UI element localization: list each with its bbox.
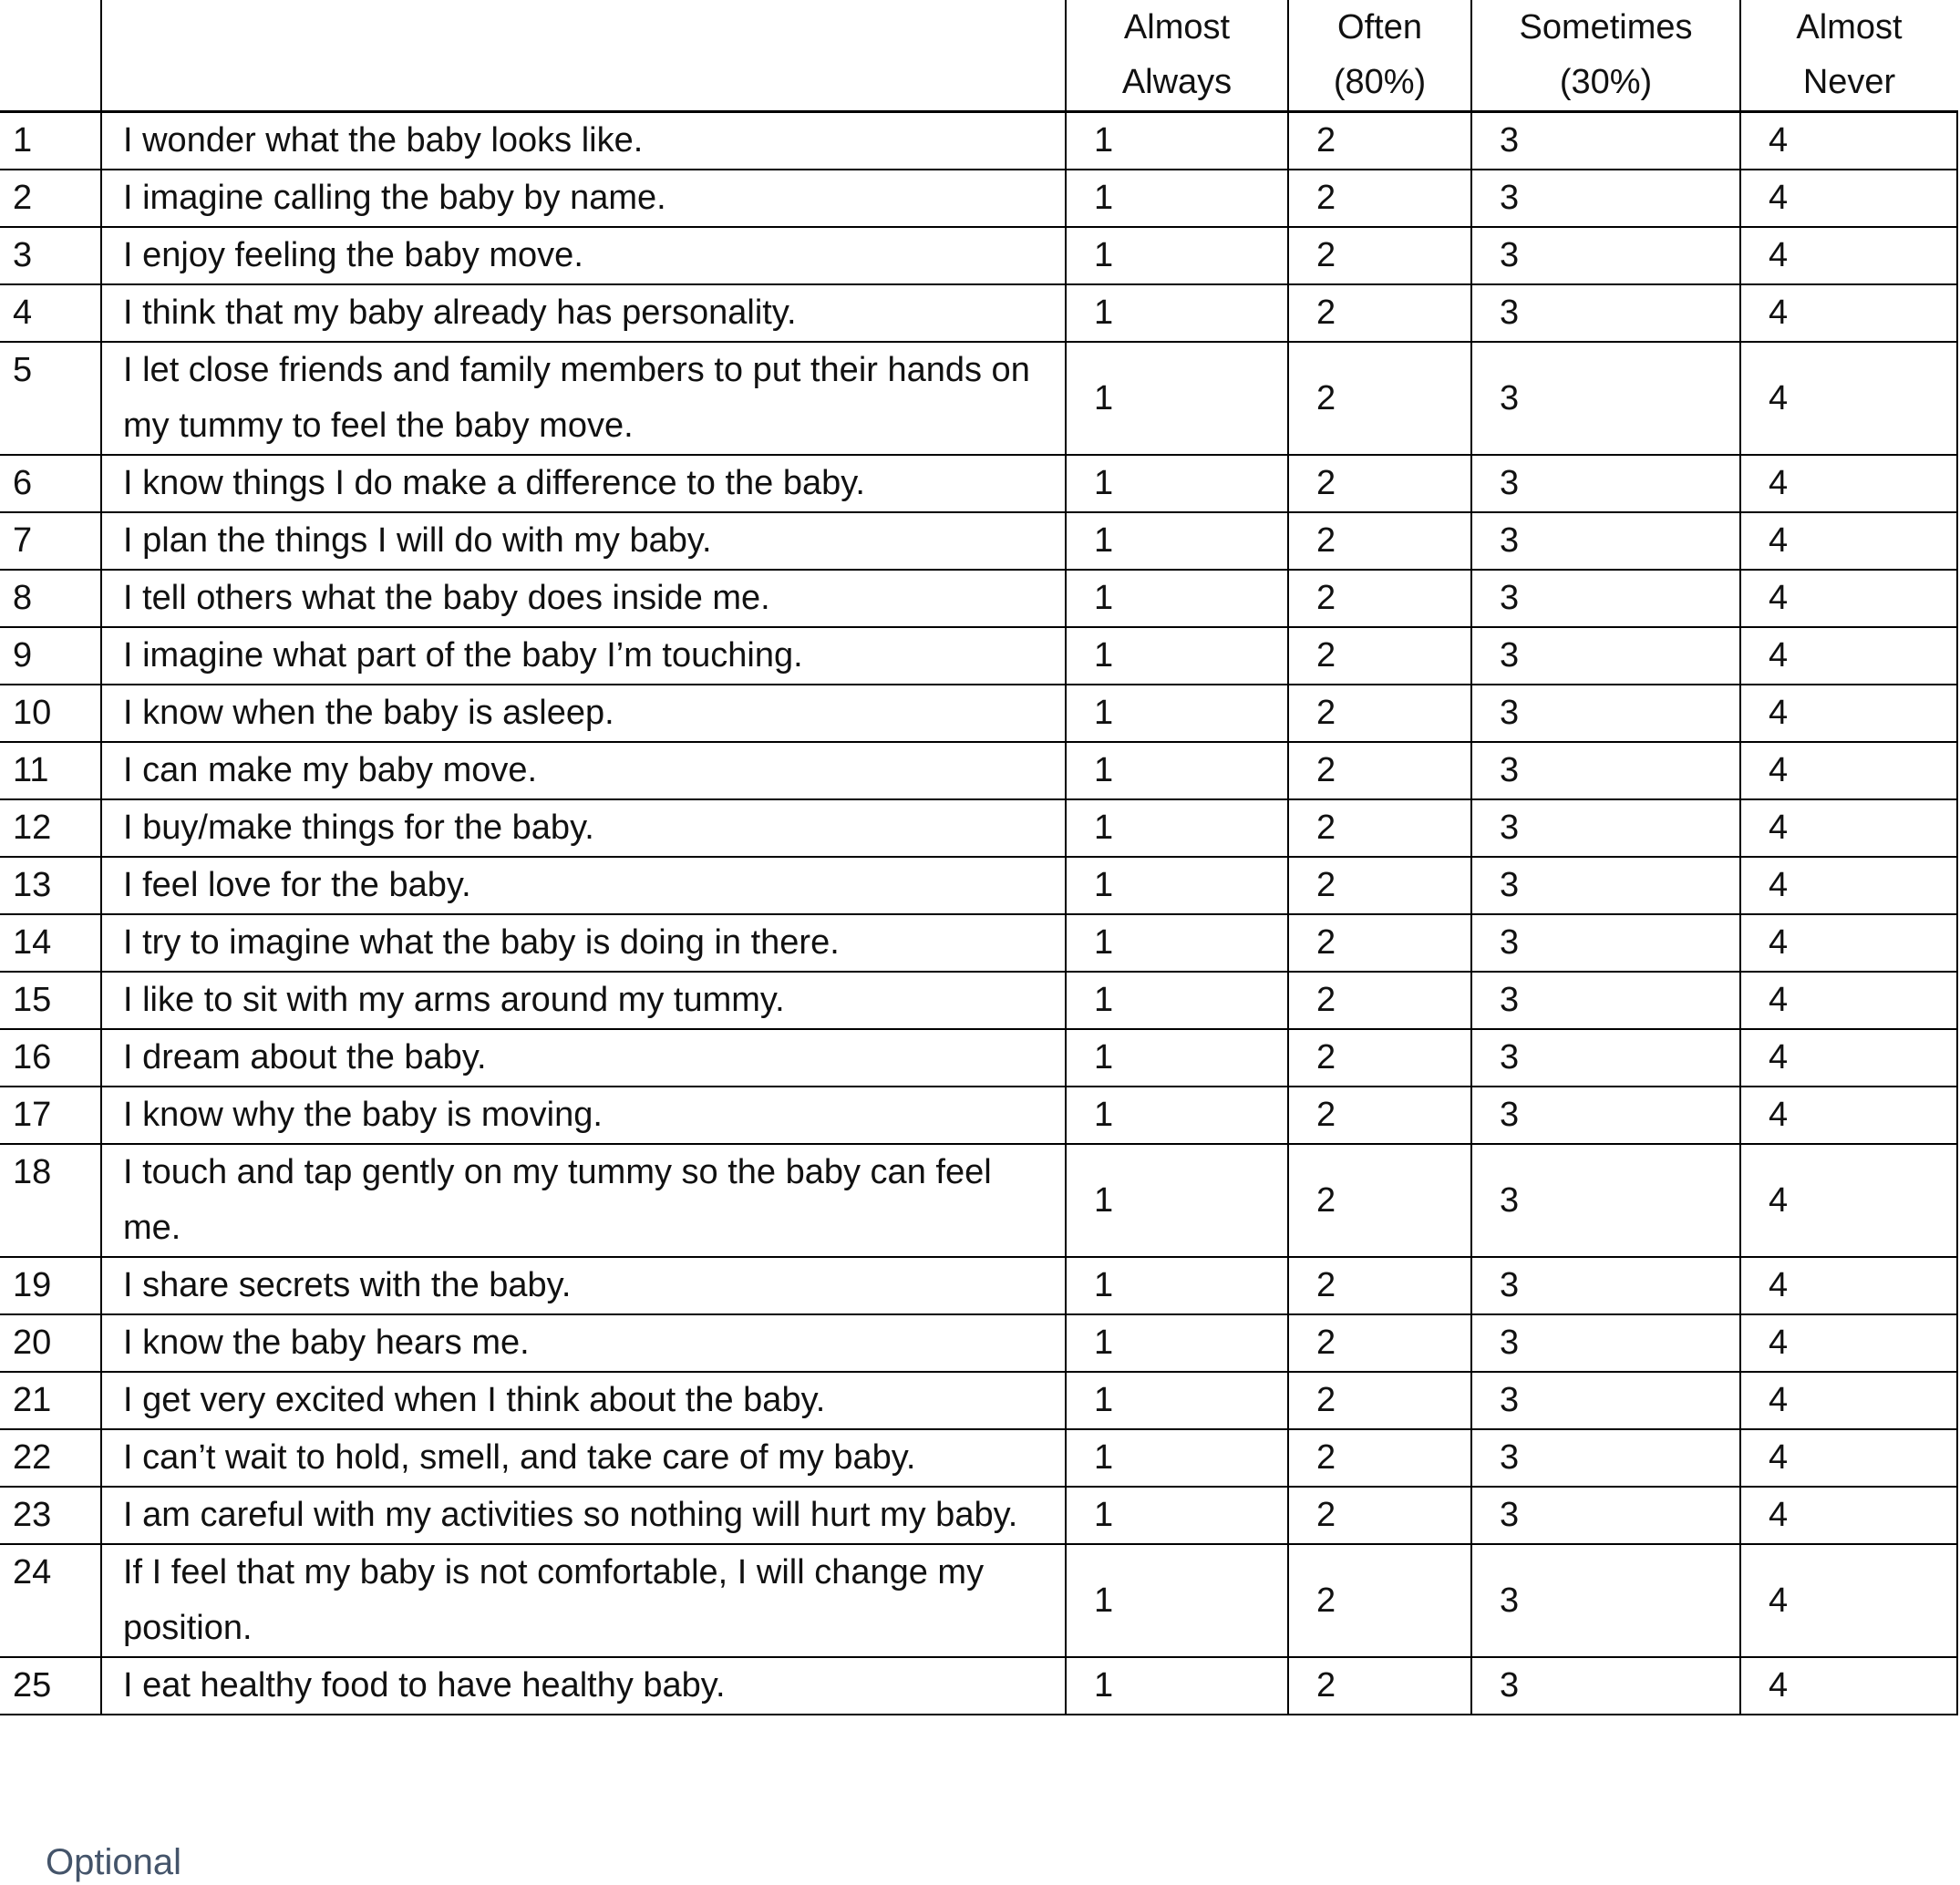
rating-often[interactable]: 2 (1288, 1144, 1471, 1257)
item-statement: I buy/make things for the baby. (101, 799, 1066, 857)
rating-sometimes[interactable]: 3 (1471, 284, 1740, 342)
rating-often[interactable]: 2 (1288, 1314, 1471, 1372)
rating-almost-always[interactable]: 1 (1066, 1372, 1288, 1429)
item-number: 22 (0, 1429, 101, 1487)
item-number: 2 (0, 170, 101, 227)
item-number: 16 (0, 1029, 101, 1087)
item-number: 3 (0, 227, 101, 284)
rating-almost-never[interactable]: 4 (1740, 227, 1957, 284)
table-row (0, 512, 1957, 570)
table-row (0, 1657, 1957, 1715)
rating-sometimes[interactable]: 3 (1471, 1144, 1740, 1257)
rating-almost-always[interactable]: 1 (1066, 685, 1288, 742)
rating-sometimes[interactable]: 3 (1471, 685, 1740, 742)
rating-often[interactable]: 2 (1288, 742, 1471, 799)
rating-almost-never[interactable]: 4 (1740, 627, 1957, 685)
item-number: 15 (0, 972, 101, 1029)
rating-almost-always[interactable]: 1 (1066, 972, 1288, 1029)
table-row (0, 914, 1957, 972)
rating-sometimes[interactable]: 3 (1471, 1029, 1740, 1087)
rating-almost-always[interactable]: 1 (1066, 570, 1288, 627)
rating-sometimes[interactable]: 3 (1471, 857, 1740, 914)
item-statement: I tell others what the baby does inside me. (101, 570, 1066, 627)
rating-often[interactable]: 2 (1288, 972, 1471, 1029)
table-row (0, 1029, 1957, 1087)
item-statement: If I feel that my baby is not comfortable, I will change my position. (101, 1544, 1066, 1657)
table-row (0, 857, 1957, 914)
table-row (0, 112, 1957, 170)
optional-label: Optional (46, 1842, 181, 1882)
header-often (1288, 0, 1471, 112)
rating-almost-never[interactable]: 4 (1740, 1087, 1957, 1144)
rating-often[interactable]: 2 (1288, 512, 1471, 570)
rating-sometimes[interactable]: 3 (1471, 112, 1740, 170)
rating-almost-never[interactable]: 4 (1740, 972, 1957, 1029)
rating-almost-never[interactable]: 4 (1740, 112, 1957, 170)
rating-often[interactable]: 2 (1288, 1429, 1471, 1487)
item-statement: I know things I do make a difference to the baby. (101, 455, 1066, 512)
rating-often[interactable]: 2 (1288, 284, 1471, 342)
rating-almost-never[interactable]: 4 (1740, 914, 1957, 972)
rating-almost-always[interactable]: 1 (1066, 1544, 1288, 1657)
item-number: 25 (0, 1657, 101, 1715)
rating-sometimes[interactable]: 3 (1471, 1657, 1740, 1715)
rating-almost-always[interactable]: 1 (1066, 799, 1288, 857)
header-label-line: Often (1337, 8, 1422, 46)
rating-often[interactable]: 2 (1288, 227, 1471, 284)
rating-almost-always[interactable]: 1 (1066, 1487, 1288, 1544)
rating-almost-never[interactable]: 4 (1740, 1372, 1957, 1429)
header-row (0, 0, 1957, 112)
header-number (0, 0, 101, 112)
rating-often[interactable]: 2 (1288, 112, 1471, 170)
table-row (0, 284, 1957, 342)
item-statement: I imagine calling the baby by name. (101, 170, 1066, 227)
item-number: 5 (0, 342, 101, 455)
item-statement: I touch and tap gently on my tummy so the baby can feel me. (101, 1144, 1066, 1257)
rating-sometimes[interactable]: 3 (1471, 1257, 1740, 1314)
rating-sometimes[interactable]: 3 (1471, 1087, 1740, 1144)
item-number: 10 (0, 685, 101, 742)
item-number: 11 (0, 742, 101, 799)
rating-often[interactable]: 2 (1288, 857, 1471, 914)
rating-almost-never[interactable]: 4 (1740, 742, 1957, 799)
item-number: 18 (0, 1144, 101, 1257)
item-statement: I share secrets with the baby. (101, 1257, 1066, 1314)
table-row (0, 570, 1957, 627)
table-row (0, 799, 1957, 857)
header-label-line: Almost (1123, 8, 1231, 46)
table-row (0, 1144, 1957, 1257)
item-statement: I plan the things I will do with my baby. (101, 512, 1066, 570)
header-label-line: Almost (1796, 8, 1903, 46)
header-almost-never (1740, 0, 1957, 112)
rating-almost-always[interactable]: 1 (1066, 857, 1288, 914)
item-number: 14 (0, 914, 101, 972)
item-statement: I know why the baby is moving. (101, 1087, 1066, 1144)
rating-almost-always[interactable]: 1 (1066, 742, 1288, 799)
rating-almost-always[interactable]: 1 (1066, 342, 1288, 455)
rating-often[interactable]: 2 (1288, 799, 1471, 857)
table-row (0, 1372, 1957, 1429)
rating-almost-never[interactable]: 4 (1740, 1257, 1957, 1314)
item-statement: I wonder what the baby looks like. (101, 112, 1066, 170)
header-label-line: Always (1121, 63, 1233, 101)
rating-almost-never[interactable]: 4 (1740, 685, 1957, 742)
header-label-line: Never (1802, 63, 1896, 101)
rating-often[interactable]: 2 (1288, 1544, 1471, 1657)
rating-often[interactable]: 2 (1288, 342, 1471, 455)
rating-sometimes[interactable]: 3 (1471, 1487, 1740, 1544)
rating-often[interactable]: 2 (1288, 914, 1471, 972)
item-statement: I feel love for the baby. (101, 857, 1066, 914)
table-row (0, 1257, 1957, 1314)
rating-almost-always[interactable]: 1 (1066, 1087, 1288, 1144)
item-statement: I get very excited when I think about the baby. (101, 1372, 1066, 1429)
item-number: 20 (0, 1314, 101, 1372)
rating-almost-never[interactable]: 4 (1740, 284, 1957, 342)
rating-sometimes[interactable]: 3 (1471, 972, 1740, 1029)
rating-sometimes[interactable]: 3 (1471, 227, 1740, 284)
rating-sometimes[interactable]: 3 (1471, 570, 1740, 627)
rating-sometimes[interactable]: 3 (1471, 742, 1740, 799)
table-row (0, 1087, 1957, 1144)
rating-often[interactable]: 2 (1288, 1029, 1471, 1087)
rating-almost-always[interactable]: 1 (1066, 627, 1288, 685)
rating-almost-always[interactable]: 1 (1066, 112, 1288, 170)
rating-often[interactable]: 2 (1288, 455, 1471, 512)
item-statement: I imagine what part of the baby I’m touching. (101, 627, 1066, 685)
item-statement: I can make my baby move. (101, 742, 1066, 799)
rating-sometimes[interactable]: 3 (1471, 1544, 1740, 1657)
rating-often[interactable]: 2 (1288, 1257, 1471, 1314)
rating-sometimes[interactable]: 3 (1471, 1314, 1740, 1372)
item-statement: I dream about the baby. (101, 1029, 1066, 1087)
rating-almost-never[interactable]: 4 (1740, 1429, 1957, 1487)
rating-sometimes[interactable]: 3 (1471, 914, 1740, 972)
rating-often[interactable]: 2 (1288, 1487, 1471, 1544)
header-almost-always (1066, 0, 1288, 112)
item-statement: I enjoy feeling the baby move. (101, 227, 1066, 284)
table-row (0, 455, 1957, 512)
item-statement: I am careful with my activities so nothing will hurt my baby. (101, 1487, 1066, 1544)
rating-almost-always[interactable]: 1 (1066, 1144, 1288, 1257)
rating-almost-never[interactable]: 4 (1740, 455, 1957, 512)
item-number: 13 (0, 857, 101, 914)
table-row (0, 227, 1957, 284)
item-statement: I can’t wait to hold, smell, and take care of my baby. (101, 1429, 1066, 1487)
item-statement: I eat healthy food to have healthy baby. (101, 1657, 1066, 1715)
header-label-line: (80%) (1333, 63, 1427, 101)
item-number: 21 (0, 1372, 101, 1429)
item-statement: I think that my baby already has personality. (101, 284, 1066, 342)
table-row (0, 342, 1957, 455)
item-statement: I try to imagine what the baby is doing in there. (101, 914, 1066, 972)
item-number: 7 (0, 512, 101, 570)
rating-almost-always[interactable]: 1 (1066, 1429, 1288, 1487)
rating-almost-never[interactable]: 4 (1740, 1487, 1957, 1544)
item-number: 8 (0, 570, 101, 627)
table-row (0, 1544, 1957, 1657)
table-row (0, 627, 1957, 685)
rating-sometimes[interactable]: 3 (1471, 1372, 1740, 1429)
rating-almost-never[interactable]: 4 (1740, 1544, 1957, 1657)
rating-almost-never[interactable]: 4 (1740, 342, 1957, 455)
table-row (0, 685, 1957, 742)
table-row (0, 170, 1957, 227)
table-row (0, 1314, 1957, 1372)
rating-almost-always[interactable]: 1 (1066, 1257, 1288, 1314)
rating-almost-never[interactable]: 4 (1740, 1657, 1957, 1715)
rating-almost-always[interactable]: 1 (1066, 1657, 1288, 1715)
rating-often[interactable]: 2 (1288, 1372, 1471, 1429)
rating-almost-never[interactable]: 4 (1740, 1029, 1957, 1087)
rating-sometimes[interactable]: 3 (1471, 799, 1740, 857)
rating-often[interactable]: 2 (1288, 627, 1471, 685)
rating-often[interactable]: 2 (1288, 170, 1471, 227)
rating-almost-never[interactable]: 4 (1740, 857, 1957, 914)
item-statement: I like to sit with my arms around my tummy. (101, 972, 1066, 1029)
rating-almost-always[interactable]: 1 (1066, 170, 1288, 227)
header-statement (101, 0, 1066, 112)
item-number: 23 (0, 1487, 101, 1544)
rating-sometimes[interactable]: 3 (1471, 512, 1740, 570)
rating-often[interactable]: 2 (1288, 685, 1471, 742)
rating-almost-never[interactable]: 4 (1740, 170, 1957, 227)
item-statement: I know the baby hears me. (101, 1314, 1066, 1372)
rating-almost-never[interactable]: 4 (1740, 799, 1957, 857)
rating-sometimes[interactable]: 3 (1471, 627, 1740, 685)
rating-often[interactable]: 2 (1288, 1657, 1471, 1715)
rating-often[interactable]: 2 (1288, 1087, 1471, 1144)
rating-almost-always[interactable]: 1 (1066, 914, 1288, 972)
rating-almost-never[interactable]: 4 (1740, 512, 1957, 570)
rating-sometimes[interactable]: 3 (1471, 1429, 1740, 1487)
item-number: 9 (0, 627, 101, 685)
item-number: 6 (0, 455, 101, 512)
table-row (0, 742, 1957, 799)
item-number: 1 (0, 112, 101, 170)
rating-almost-never[interactable]: 4 (1740, 1314, 1957, 1372)
item-statement: I know when the baby is asleep. (101, 685, 1066, 742)
rating-sometimes[interactable]: 3 (1471, 170, 1740, 227)
item-number: 17 (0, 1087, 101, 1144)
rating-almost-always[interactable]: 1 (1066, 1029, 1288, 1087)
header-label-line: Sometimes (1519, 8, 1693, 46)
table-row (0, 1487, 1957, 1544)
rating-almost-always[interactable]: 1 (1066, 1314, 1288, 1372)
header-sometimes (1471, 0, 1740, 112)
rating-sometimes[interactable]: 3 (1471, 342, 1740, 455)
rating-almost-always[interactable]: 1 (1066, 284, 1288, 342)
item-statement: I let close friends and family members to put their hands on my tummy to feel the baby move. (101, 342, 1066, 455)
rating-almost-always[interactable]: 1 (1066, 455, 1288, 512)
rating-almost-never[interactable]: 4 (1740, 570, 1957, 627)
item-number: 19 (0, 1257, 101, 1314)
rating-almost-always[interactable]: 1 (1066, 512, 1288, 570)
item-number: 12 (0, 799, 101, 857)
rating-almost-always[interactable]: 1 (1066, 227, 1288, 284)
rating-sometimes[interactable]: 3 (1471, 455, 1740, 512)
rating-often[interactable]: 2 (1288, 570, 1471, 627)
header-label-line: (30%) (1559, 63, 1653, 101)
item-number: 24 (0, 1544, 101, 1657)
rating-almost-never[interactable]: 4 (1740, 1144, 1957, 1257)
table-row (0, 972, 1957, 1029)
item-number: 4 (0, 284, 101, 342)
table-row (0, 1429, 1957, 1487)
